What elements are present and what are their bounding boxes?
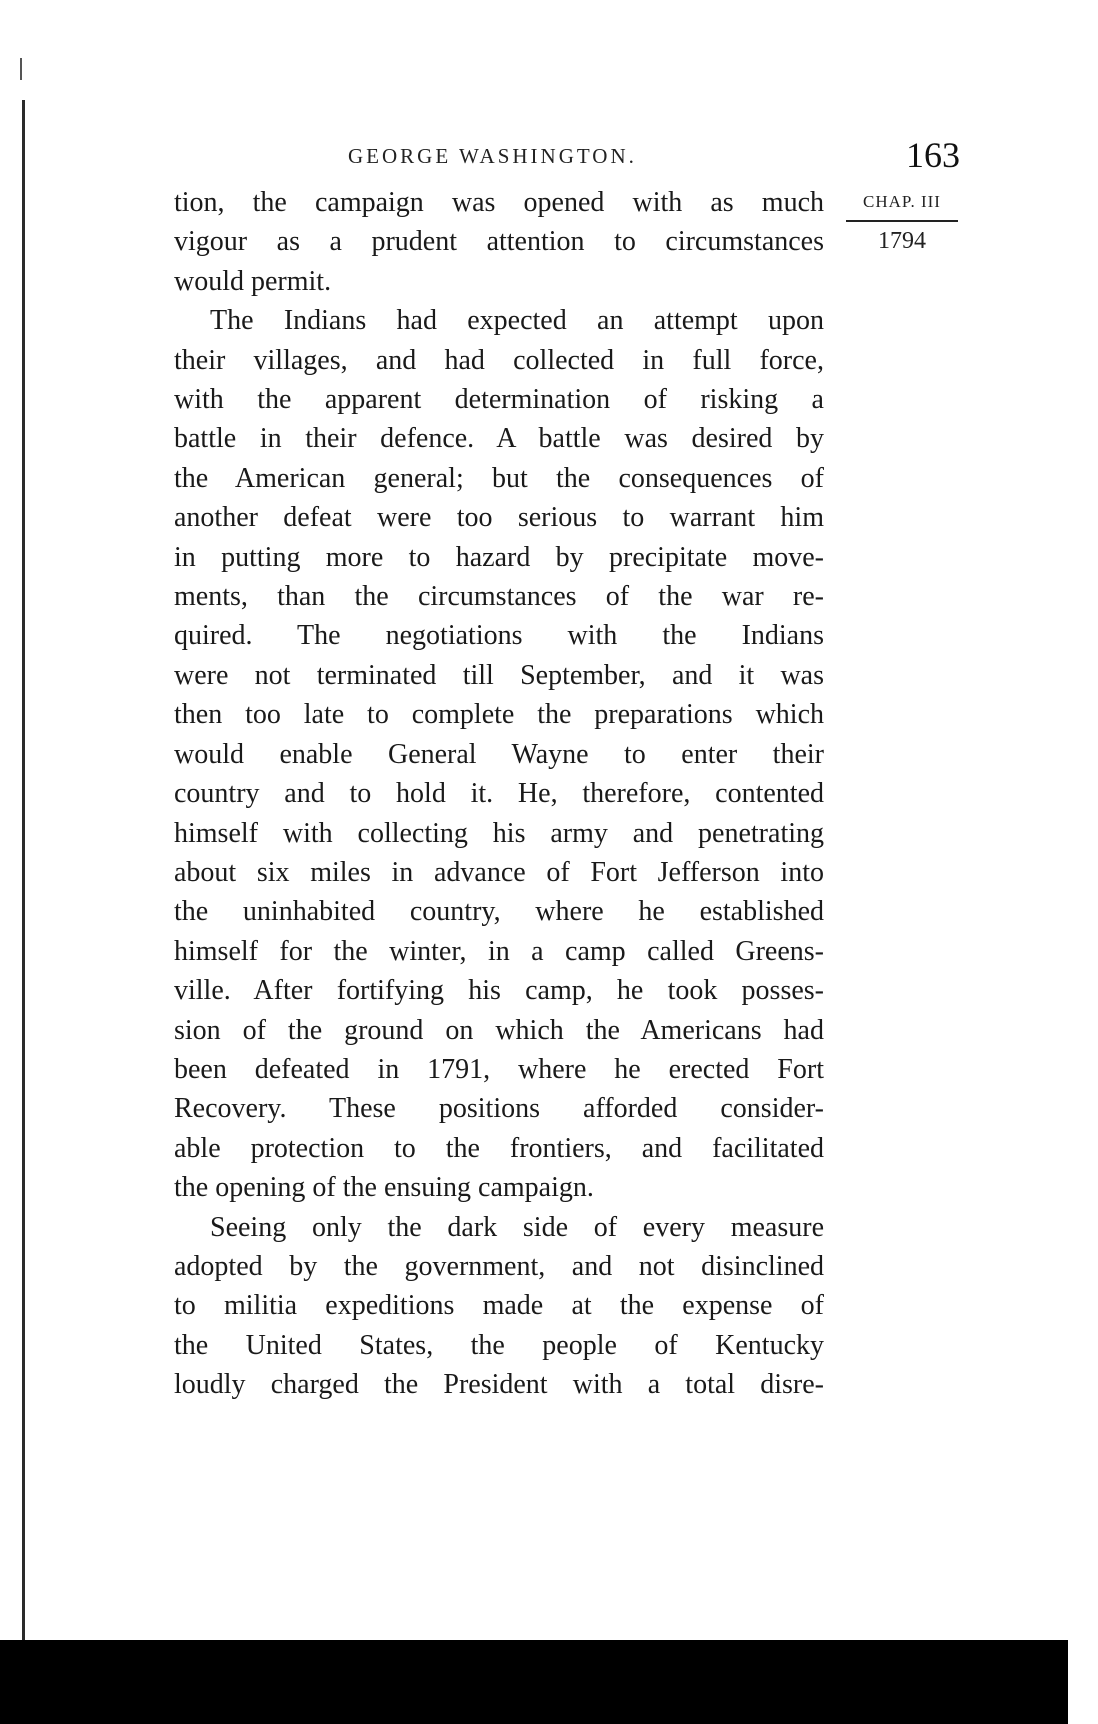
- text-line: himself with collecting his army and penetrating: [174, 817, 824, 849]
- text-line: quired. The negotiations with the Indians: [174, 620, 824, 652]
- text-line: the uninhabited country, where he established: [174, 896, 824, 928]
- text-line: to militia expeditions made at the expense of: [174, 1290, 824, 1322]
- text-line: would enable General Wayne to enter their: [174, 738, 824, 770]
- text-line: then too late to complete the preparations which: [174, 699, 824, 731]
- text-line: been defeated in 1791, where he erected Fort: [174, 1053, 824, 1085]
- text-line: battle in their defence. A battle was desired by: [174, 423, 824, 455]
- running-title: GEORGE WASHINGTON.: [348, 144, 637, 168]
- text-line: another defeat were too serious to warrant him: [174, 502, 824, 534]
- text-line: with the apparent determination of risking a: [174, 384, 824, 416]
- margin-note: [846, 192, 958, 255]
- text-line: were not terminated till September, and it was: [174, 659, 824, 691]
- page-number: 163: [906, 135, 960, 175]
- text-line: country and to hold it. He, therefore, contented: [174, 778, 824, 810]
- body-text: [174, 183, 824, 1405]
- scan-edge-bar: [0, 1640, 1068, 1724]
- text-line: the opening of the ensuing campaign.: [174, 1172, 594, 1204]
- text-line: vigour as a prudent attention to circumstances: [174, 226, 824, 258]
- text-line: about six miles in advance of Fort Jefferson into: [174, 856, 824, 888]
- text-line: would permit.: [174, 265, 332, 297]
- text-line: sion of the ground on which the Americans had: [174, 1014, 824, 1046]
- text-line: The Indians had expected an attempt upon: [210, 305, 824, 337]
- margin-mark: [20, 58, 22, 80]
- text-line: tion, the campaign was opened with as much: [174, 187, 824, 218]
- text-line: the American general; but the consequences of: [174, 462, 824, 494]
- text-line: in putting more to hazard by precipitate move-: [174, 541, 824, 573]
- text-line: Recovery. These positions afforded consider-: [174, 1093, 824, 1125]
- year-label: 1794: [878, 228, 926, 254]
- text-line: himself for the winter, in a camp called Greens-: [174, 935, 824, 967]
- text-line: able protection to the frontiers, and facilitated: [174, 1132, 824, 1164]
- binding-edge: [22, 100, 25, 1640]
- text-line: ments, than the circumstances of the war re-: [174, 581, 824, 613]
- text-line: loudly charged the President with a total disre-: [174, 1369, 824, 1401]
- text-line: the United States, the people of Kentucky: [174, 1329, 824, 1361]
- text-line: their villages, and had collected in full force,: [174, 344, 824, 376]
- text-line: adopted by the government, and not disinclined: [174, 1250, 824, 1282]
- chapter-label: CHAP. III: [846, 192, 958, 222]
- text-line: Seeing only the dark side of every measure: [210, 1211, 824, 1243]
- text-line: ville. After fortifying his camp, he took posses-: [174, 975, 824, 1007]
